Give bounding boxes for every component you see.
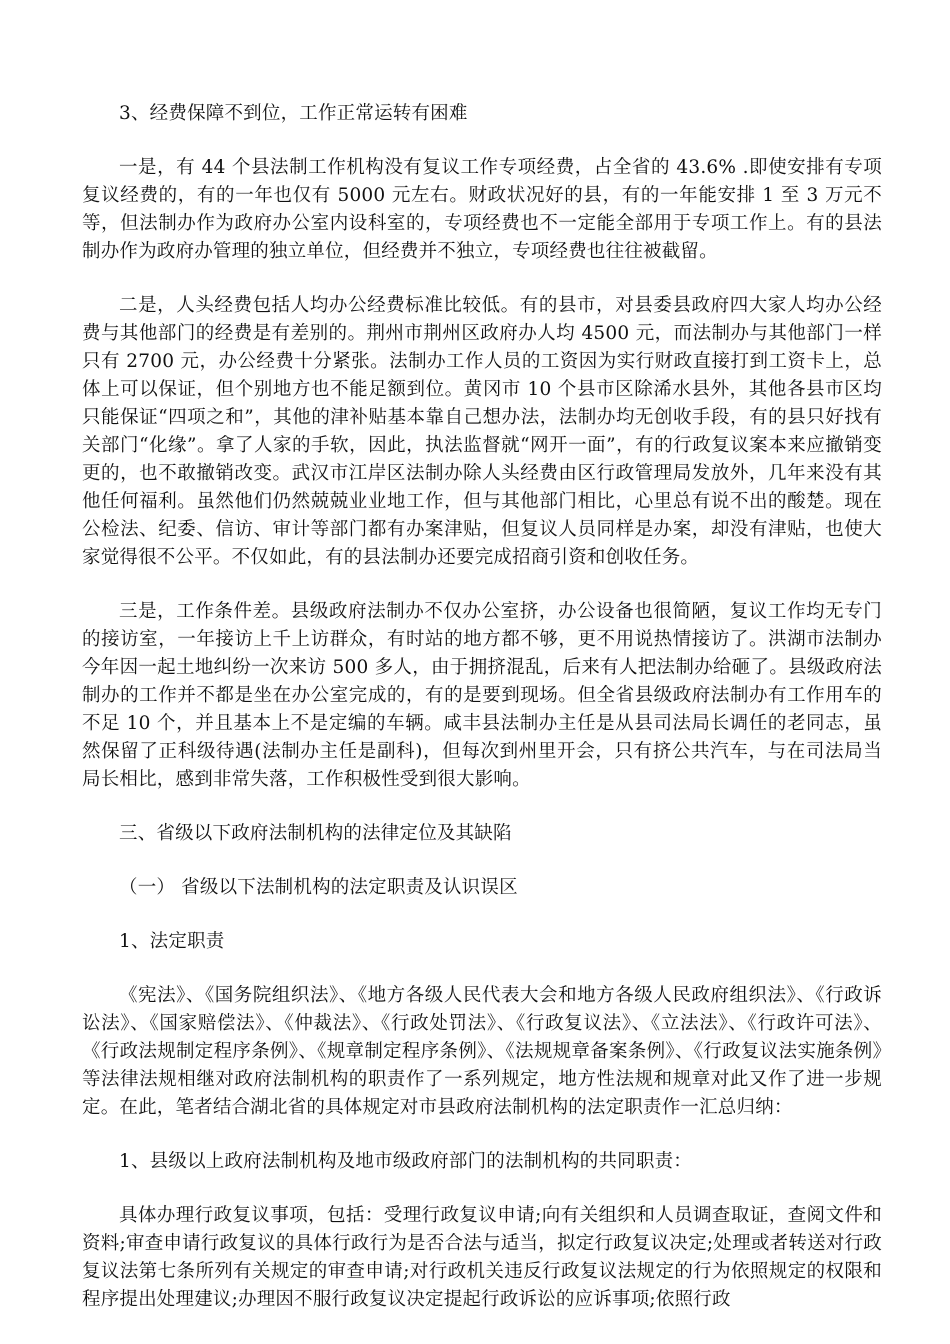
paragraph-review-duties: 具体办理行政复议事项，包括：受理行政复议申请;向有关组织和人员调查取证，查阅文件和资料;审查申请行政复议的具体行政行为是否合法与适当，拟定行政复议决定;处理或者转送对行政复议法第七条所列有关规定的审查申请;对行政机关违反行政复议法规定的行为依照规定的权限和程序提出处理建议;办理因不服行政复议决定提起行政诉讼的应诉事项;依照行政 [82, 1205, 882, 1310]
paragraph-laws-list: 《宪法》、《国务院组织法》、《地方各级人民代表大会和地方各级人民政府组织法》、《行政诉讼法》、《国家赔偿法》、《仲裁法》、《行政处罚法》、《行政复议法》、《立法法》、《行政许可法》、《行政法规制定程序条例》、《规章制定程序条例》、《法规规章备案条例》、《行政复议法实施条例》等法律法规相继对政府法制机构的职责作了一系列规定，地方性法规和规章对此又作了进一步规定。在此，笔者结合湖北省的具体规定对市县政府法制机构的法定职责作一汇总归纳： [82, 985, 882, 1118]
item-heading-statutory-duties: 1、法定职责 [119, 931, 225, 952]
paragraph-first-point: 一是，有 44 个县法制工作机构没有复议工作专项经费，占全省的 43.6% .即使安排有专项复议经费的，有的一年也仅有 5000 元左右。财政状况好的县，有的一年能安排 1 至 3 万元不等，但法制办作为政府办公室内设科室的，专项经费也不一定能全部用于专项工作上。有的县法制办作为政府办管理的独立单位，但经费并不独立，专项经费也往往被截留。 [82, 157, 882, 262]
paragraph-second-point: 二是，人头经费包括人均办公经费标准比较低。有的县市，对县委县政府四大家人均办公经费与其他部门的经费是有差别的。荆州市荆州区政府办人均 4500 元，而法制办与其他部门一样只有 2700 元，办公经费十分紧张。法制办工作人员的工资因为实行财政直接打到工资卡上，总体上可以保证，但个别地方也不能足额到位。黄冈市 10 个县市区除浠水县外，其他各县市区均只能保证“四项之和”，其他的津补贴基本靠自己想办法，法制办均无创收手段，有的县只好找有关部门“化缘”。拿了人家的手软，因此，执法监督就“网开一面”，有的行政复议案本来应撤销变更的，也不敢撤销改变。武汉市江岸区法制办除人头经费由区行政管理局发放外，几年来没有其他任何福利。虽然他们仍然兢兢业业地工作，但与其他部门相比，心里总有说不出的酸楚。现在公检法、纪委、信访、审计等部门都有办案津贴，但复议人员同样是办案，却没有津贴，也使大家觉得很不公平。不仅如此，有的县法制办还要完成招商引资和创收任务。 [82, 295, 882, 568]
section-heading-funding: 3、经费保障不到位，工作正常运转有困难 [119, 103, 468, 124]
paragraph-third-point: 三是，工作条件差。县级政府法制办不仅办公室挤，办公设备也很简陋，复议工作均无专门的接访室，一年接访上千上访群众，有时站的地方都不够，更不用说热情接访了。洪湖市法制办今年因一起土地纠纷一次来访 500 多人，由于拥挤混乱，后来有人把法制办给砸了。县级政府法制办的工作并不都是坐在办公室完成的，有的是要到现场。但全省县级政府法制办有工作用车的不足 10 个，并且基本上不是定编的车辆。咸丰县法制办主任是从县司法局长调任的老同志，虽然保留了正科级待遇(法制办主任是副科)，但每次到州里开会，只有挤公共汽车，与在司法局当局长相比，感到非常失落，工作积极性受到很大影响。 [82, 601, 882, 790]
item-heading-common-duties: 1、县级以上政府法制机构及地市级政府部门的法制机构的共同职责： [119, 1151, 692, 1172]
subsection-heading-duties: （一） 省级以下法制机构的法定职责及认识误区 [119, 877, 518, 898]
section-heading-legal-position: 三、省级以下政府法制机构的法律定位及其缺陷 [119, 823, 512, 844]
document-body [82, 100, 882, 1340]
